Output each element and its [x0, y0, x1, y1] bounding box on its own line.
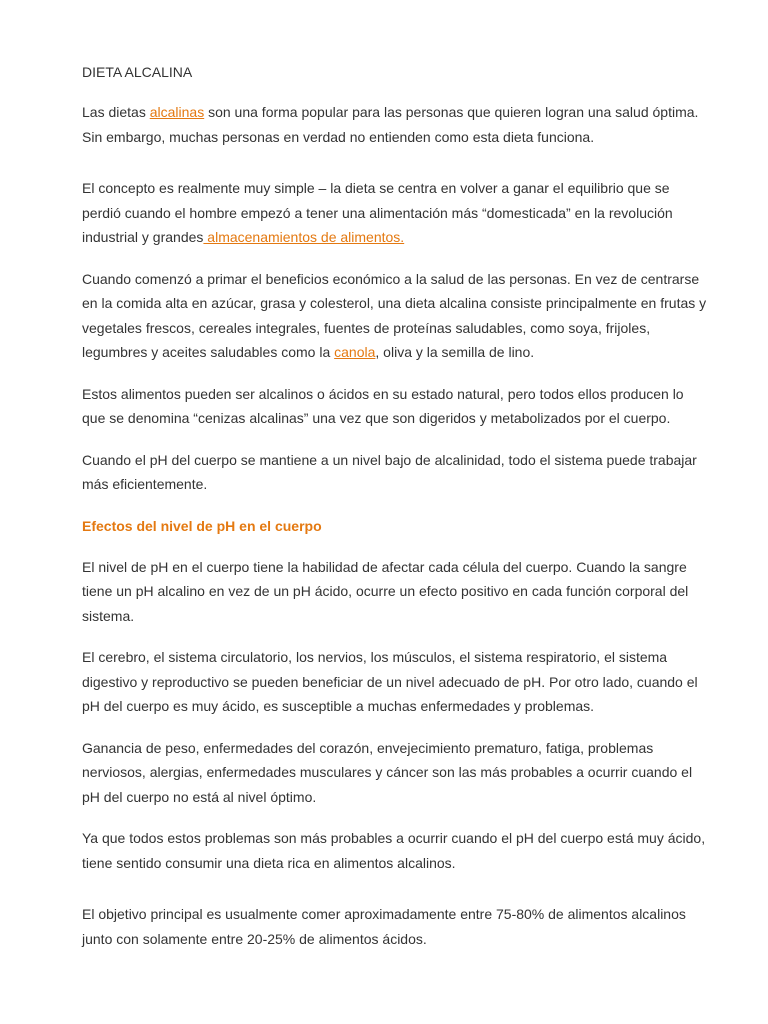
paragraph-concept-text: El concepto es realmente muy simple – la dieta se centra en volver a ganar el equilibrio que se perdió cuando el hombre empezó a tener una alimentación más “domesticada” en la revolución industrial y grandes	[82, 180, 673, 245]
paragraph-ph-level: Cuando el pH del cuerpo se mantiene a un nivel bajo de alcalinidad, todo el sistema puede trabajar más eficientemente.	[82, 451, 697, 492]
paragraph-concept	[82, 176, 708, 250]
link-alcalinas[interactable]: alcalinas	[149, 104, 205, 120]
paragraph-benefits-text-before: Cuando comenzó a primar el beneficios económico a la salud de las personas. En vez de centrarse en la comida alta en azúcar, grasa y colesterol, una dieta alcalina consiste principalmente en frutas y vegetales frescos, cereales integrales, fuentes de proteínas saludables, como soya, frijoles, legumbres y aceites saludables como la	[82, 270, 707, 360]
paragraph-benefits	[82, 267, 708, 365]
paragraph-intro	[82, 100, 708, 149]
link-almacenamientos[interactable]: almacenamientos de alimentos.	[203, 229, 405, 245]
link-canola[interactable]: canola	[334, 344, 376, 360]
section-heading: Efectos del nivel de pH en el cuerpo	[82, 517, 322, 534]
paragraph-ph-cells: El nivel de pH en el cuerpo tiene la habilidad de afectar cada célula del cuerpo. Cuando la sangre tiene un pH alcalino en vez de un pH ácido, ocurre un efecto positivo en cada función corporal del sistema.	[82, 558, 689, 624]
paragraph-diseases: Ganancia de peso, enfermedades del corazón, envejecimiento prematuro, fatiga, problemas nerviosos, alergias, enfermedades musculares y cáncer son las más probables a ocurrir cuando el pH del cuerpo no está al nivel óptimo.	[82, 739, 693, 805]
paragraph-intro-text-after: son una forma popular para las personas que quieren logran una salud óptima. Sin embargo, muchas personas en verdad no entienden como esta dieta funciona.	[82, 104, 699, 145]
paragraph-alkaline-diet: Ya que todos estos problemas son más probables a ocurrir cuando el pH del cuerpo está muy ácido, tiene sentido consumir una dieta rica en alimentos alcalinos.	[82, 830, 706, 871]
paragraph-body-systems: El cerebro, el sistema circulatorio, los nervios, los músculos, el sistema respiratorio, el sistema digestivo y reproductivo se pueden beneficiar de un nivel adecuado de pH. Por otro lado, cuando el pH del cuerpo es muy ácido, es susceptible a muchas enfermedades y problemas.	[82, 649, 698, 714]
paragraph-intro-text-before: Las dietas	[82, 104, 150, 120]
paragraph-benefits-text-after: , oliva y la semilla de lino.	[375, 344, 535, 360]
paragraph-objective: El objetivo principal es usualmente comer aproximadamente entre 75-80% de alimentos alcalinos junto con solamente entre 20-25% de alimentos ácidos.	[82, 906, 686, 947]
document-title: DIETA ALCALINA	[82, 64, 193, 80]
paragraph-alkaline-ash: Estos alimentos pueden ser alcalinos o ácidos en su estado natural, pero todos ellos producen lo que se denomina “cenizas alcalinas” una vez que son digeridos y metabolizados por el cuerpo.	[82, 385, 684, 426]
